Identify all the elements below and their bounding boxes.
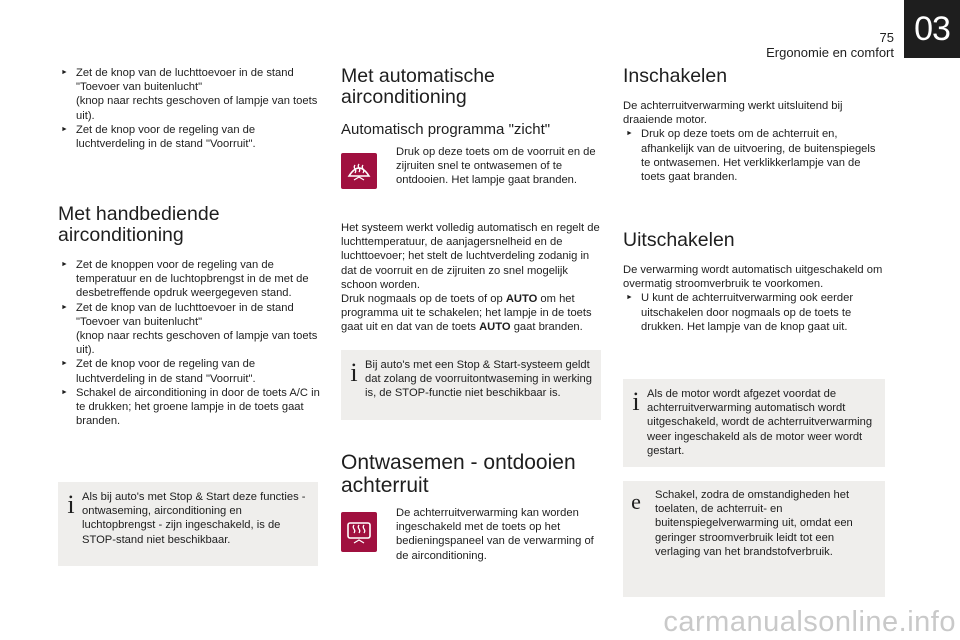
info-icon: i (632, 387, 640, 416)
eco-leaf-icon: e (631, 489, 641, 514)
rear-defrost-section (341, 451, 603, 497)
switch-on-paragraph: De achterruitverwarming werkt uitsluitend bij draaiende motor. (623, 100, 843, 127)
info-text: Als bij auto's met Stop & Start deze functies - ontwaseming, airconditioning en luchtopbrengst - zijn ingeschakeld, is de STOP-stand niet beschikbaar. (82, 491, 306, 546)
watermark: carmanualsonline.info (663, 606, 956, 638)
bullet-item: ► Schakel de airconditioning in door de toets A/C in te drukken; het groene lampje in de toets gaat branden. (58, 386, 320, 429)
front-defrost-description (396, 145, 596, 188)
rear-defrost-description (396, 506, 596, 563)
switch-off-bullet-list (623, 291, 885, 334)
bullet-item: ► Druk op deze toets om de achterruit en, afhankelijk van de uitvoering, de buitenspiegels te ontwasemen. Het verklikkerlampje van de toets gaat branden. (623, 127, 885, 184)
text-span: gaat branden. (510, 321, 583, 334)
auto-ac-section (341, 66, 603, 139)
bullet-item: ► Zet de knop voor de regeling van de luchtverdeling in de stand "Voorruit". (58, 357, 320, 385)
info-box-stop-start-auto (341, 350, 601, 420)
switch-on-section (623, 66, 885, 184)
manual-bullet-list (58, 258, 320, 428)
switch-off-section (623, 230, 885, 334)
manual-ac-section (58, 204, 320, 428)
info-text: Als de motor wordt afgezet voordat de achterruitverwarming automatisch wordt uitgeschakeld, wordt de achterruitverwarming weer ingeschakeld als de motor weer wordt gestart. (647, 388, 873, 457)
info-icon: i (67, 490, 75, 519)
chapter-title: Ergonomie en comfort (766, 45, 894, 60)
auto-description (341, 221, 603, 335)
rear-defrost-text: De achterruitverwarming kan worden ingeschakeld met de toets op het bedieningspaneel van de verwarming of de airconditioning. (396, 507, 594, 562)
bullet-item: ► Zet de knop voor de regeling van de luchtverdeling in de stand "Voorruit". (58, 123, 320, 151)
info-icon: i (350, 358, 358, 387)
section-title-switch-off: Uitschakelen (623, 229, 735, 251)
front-defrost-icon (341, 153, 377, 189)
section-title-rear-defrost: Ontwasemen - ontdooien achterruit (341, 451, 576, 497)
eco-box (623, 481, 885, 597)
auto-paragraph-2 (341, 292, 603, 335)
bullet-item: ► U kunt de achterruitverwarming ook eerder uitschakelen door nogmaals op de toets te drukken. Het lampje van de knop gaat uit. (623, 291, 885, 334)
info-text: Bij auto's met een Stop & Start-systeem geldt dat zolang de voorruitontwaseming in werking is, de STOP-functie niet beschikbaar is. (365, 359, 592, 400)
info-box-engine-restart (623, 379, 885, 467)
text-span: Druk nogmaals op de toets of op (341, 293, 506, 306)
bullet-item: ► Zet de knop van de luchttoevoer in de stand "Toevoer van buitenlucht" (knop naar rechts geschoven of lampje van toets uit). (58, 301, 320, 358)
chapter-number-badge: 03 (904, 0, 960, 58)
front-defrost-text: Druk op deze toets om de voorruit en de zijruiten snel te ontwasemen of te ontdooien. Het lampje gaat branden. (396, 146, 596, 187)
bullet-item: ► Zet de knop van de luchttoevoer in de stand "Toevoer van buitenlucht" (knop naar rechts geschoven of lampje van toets uit). (58, 66, 320, 123)
page-number: 75 (879, 30, 894, 45)
switch-off-paragraph: De verwarming wordt automatisch uitgeschakeld om overmatig stroomverbruik te voorkomen. (623, 264, 883, 291)
auto-paragraph-1: Het systeem werkt volledig automatisch en regelt de luchttemperatuur, de aanjagersnelheid en de luchttoevoer; het stelt de luchtverdeling zodanig in dat de voorruit en de zijruiten zo snel mogelijk schoon worden. (341, 222, 600, 291)
auto-keyword: AUTO (479, 321, 511, 334)
bullet-item: ► Zet de knoppen voor de regeling van de temperatuur en de luchtopbrengst in de met de desbetreffende opdruk weergegeven stand. (58, 258, 320, 301)
section-title-auto-ac: Met automatische airconditioning (341, 65, 495, 108)
eco-text: Schakel, zodra de omstandigheden het toelaten, de achterruit- en buitenspiegelverwarming uit, omdat een geringer stroomverbruik leidt tot een verlaging van het brandstofverbruik. (655, 489, 853, 558)
subsection-title-visibility: Automatisch programma "zicht" (341, 121, 551, 138)
info-box-stop-start-manual (58, 482, 318, 566)
rear-defrost-icon (341, 512, 377, 552)
section-title-manual-ac: Met handbediende airconditioning (58, 203, 220, 246)
auto-keyword: AUTO (505, 293, 538, 306)
section-title-switch-on: Inschakelen (623, 65, 728, 87)
intro-bullet-list (58, 66, 320, 151)
column-left (58, 66, 320, 151)
text-span: om het programma uit te schakelen; het lampje in de toets gaat uit en dat van de toets (341, 293, 592, 334)
switch-on-bullet-list (623, 127, 885, 184)
